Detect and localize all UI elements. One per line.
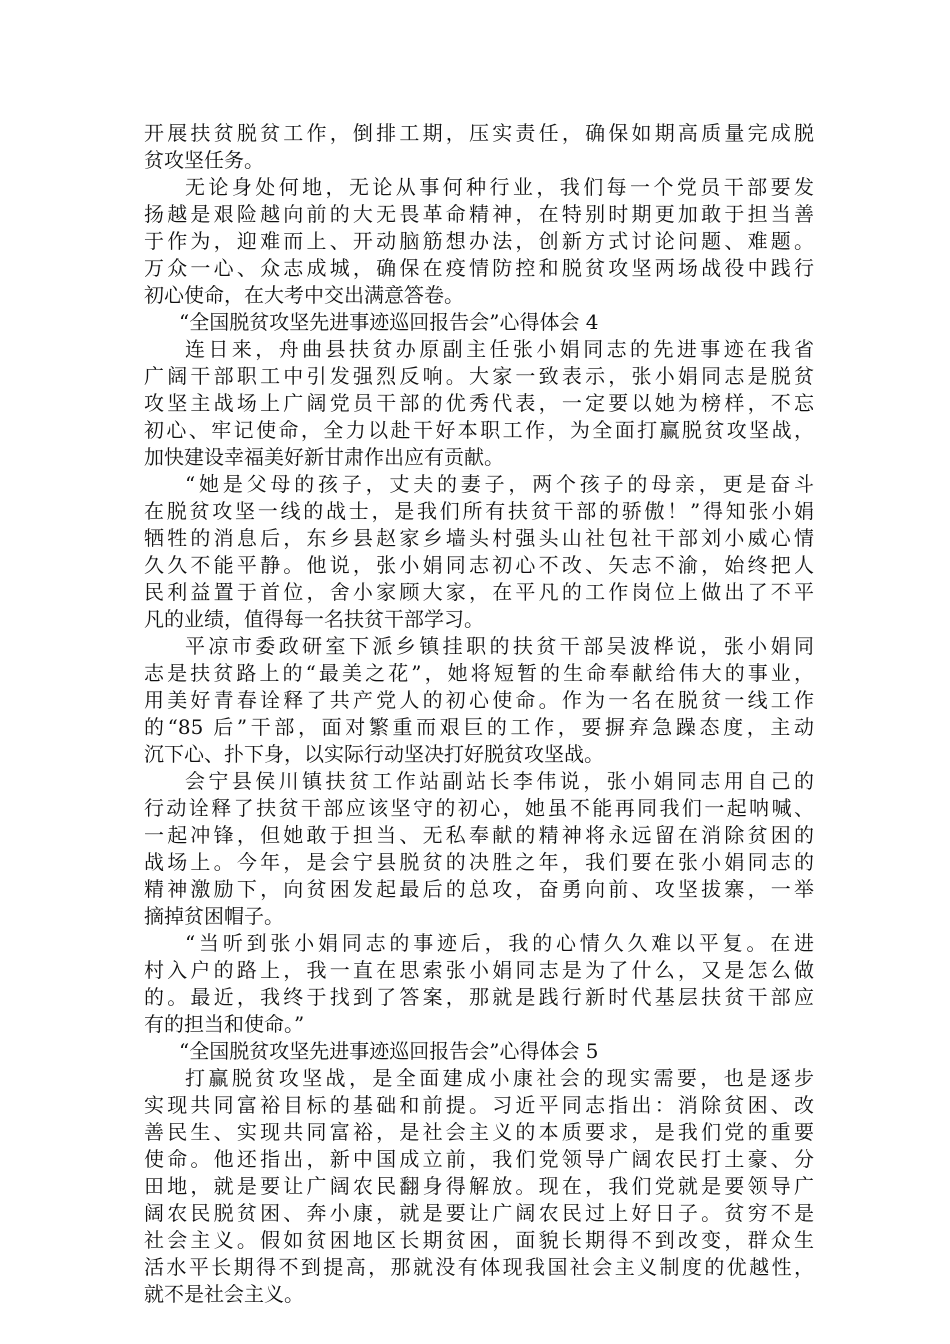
text-line: 精神激励下，向贫困发起最后的总攻，奋勇向前、攻坚拔寨，一举 bbox=[144, 877, 814, 901]
text-line: 就不是社会主义。 bbox=[144, 1282, 304, 1306]
text-line: 牺牲的消息后，东乡县赵家乡墙头村强头山社包社干部刘小威心情 bbox=[144, 526, 814, 550]
body-paragraph bbox=[144, 768, 814, 930]
text-line: 实现共同富裕目标的基础和前提。习近平同志指出：消除贫困、改 bbox=[144, 1093, 814, 1117]
section-heading bbox=[144, 309, 814, 336]
text-line: “全国脱贫攻坚先进事迹巡回报告会”心得体会 5 bbox=[179, 1039, 599, 1063]
text-line: 村入户的路上，我一直在思索张小娟同志是为了什么，又是怎么做 bbox=[144, 958, 814, 982]
text-line: 行动诠释了扶贫干部应该坚守的初心，她虽不能再同我们一起呐喊、 bbox=[144, 796, 814, 820]
text-line: 用美好青春诠释了共产党人的初心使命。作为一名在脱贫一线工作 bbox=[144, 688, 814, 712]
text-line: 开展扶贫脱贫工作，倒排工期，压实责任，确保如期高质量完成脱 bbox=[144, 121, 814, 145]
text-line: 久久不能平静。他说，张小娟同志初心不改、矢志不渝，始终把人 bbox=[144, 553, 814, 577]
text-line: 初心、牢记使命，全力以赴干好本职工作，为全面打赢脱贫攻坚战， bbox=[144, 418, 814, 442]
body-paragraph bbox=[144, 471, 814, 633]
text-line: 贫攻坚任务。 bbox=[144, 148, 264, 172]
text-line: 会宁县侯川镇扶贫工作站副站长李伟说，张小娟同志用自己的 bbox=[185, 769, 814, 793]
text-line: 一起冲锋，但她敢于担当、无私奉献的精神将永远留在消除贫困的 bbox=[144, 823, 814, 847]
text-line: “当听到张小娟同志的事迹后，我的心情久久难以平复。在进 bbox=[185, 931, 814, 955]
text-line: “全国脱贫攻坚先进事迹巡回报告会”心得体会 4 bbox=[179, 310, 599, 334]
body-paragraph bbox=[144, 120, 814, 174]
text-line: 平凉市委政研室下派乡镇挂职的扶贫干部吴波桦说，张小娟同 bbox=[185, 634, 814, 658]
text-line: 在脱贫攻坚一线的战士，是我们所有扶贫干部的骄傲！”得知张小娟 bbox=[144, 499, 814, 523]
section-heading bbox=[144, 1038, 814, 1065]
text-line: 民利益置于首位，舍小家顾大家，在平凡的工作岗位上做出了不平 bbox=[144, 580, 814, 604]
text-line: 摘掉贫困帽子。 bbox=[144, 904, 284, 928]
text-line: 有的担当和使命。” bbox=[144, 1012, 305, 1036]
text-line: 志是扶贫路上的“最美之花”，她将短暂的生命奉献给伟大的事业， bbox=[144, 661, 814, 685]
text-line: 阔农民脱贫困、奔小康，就是要让广阔农民过上好日子。贫穷不是 bbox=[144, 1201, 814, 1225]
text-line: “她是父母的孩子，丈夫的妻子，两个孩子的母亲，更是奋斗 bbox=[185, 472, 814, 496]
text-line: 沉下心、扑下身，以实际行动坚决打好脱贫攻坚战。 bbox=[144, 742, 604, 766]
text-line: 连日来，舟曲县扶贫办原副主任张小娟同志的先进事迹在我省 bbox=[185, 337, 814, 361]
body-paragraph bbox=[144, 930, 814, 1038]
text-line: 打赢脱贫攻坚战，是全面建成小康社会的现实需要，也是逐步 bbox=[185, 1066, 814, 1090]
body-paragraph bbox=[144, 174, 814, 309]
text-line: 加快建设幸福美好新甘肃作出应有贡献。 bbox=[144, 445, 504, 469]
body-paragraph bbox=[144, 336, 814, 471]
text-line: 万众一心、众志成城，确保在疫情防控和脱贫攻坚两场战役中践行 bbox=[144, 256, 814, 280]
body-paragraph bbox=[144, 1065, 814, 1308]
text-line: 初心使命，在大考中交出满意答卷。 bbox=[144, 283, 464, 307]
text-line: 于作为，迎难而上、开动脑筋想办法，创新方式讨论问题、难题。 bbox=[144, 229, 814, 253]
text-line: 善民生、实现共同富裕，是社会主义的本质要求，是我们党的重要 bbox=[144, 1120, 814, 1144]
document-page bbox=[144, 120, 814, 1308]
text-line: 战场上。今年，是会宁县脱贫的决胜之年，我们要在张小娟同志的 bbox=[144, 850, 814, 874]
text-line: 田地，就是要让广阔农民翻身得解放。现在，我们党就是要领导广 bbox=[144, 1174, 814, 1198]
text-line: 使命。他还指出，新中国成立前，我们党领导广阔农民打土豪、分 bbox=[144, 1147, 814, 1171]
text-line: 凡的业绩，值得每一名扶贫干部学习。 bbox=[144, 607, 484, 631]
text-line: 无论身处何地，无论从事何种行业，我们每一个党员干部要发 bbox=[185, 175, 814, 199]
text-line: 广阔干部职工中引发强烈反响。大家一致表示，张小娟同志是脱贫 bbox=[144, 364, 814, 388]
text-line: 活水平长期得不到提高，那就没有体现我国社会主义制度的优越性， bbox=[144, 1255, 814, 1279]
text-line: 的。最近，我终于找到了答案，那就是践行新时代基层扶贫干部应 bbox=[144, 985, 814, 1009]
text-line: 扬越是艰险越向前的大无畏革命精神，在特别时期更加敢于担当善 bbox=[144, 202, 814, 226]
text-line: 社会主义。假如贫困地区长期贫困，面貌长期得不到改变，群众生 bbox=[144, 1228, 814, 1252]
body-paragraph bbox=[144, 633, 814, 768]
text-line: 攻坚主战场上广阔党员干部的优秀代表，一定要以她为榜样，不忘 bbox=[144, 391, 814, 415]
text-line: 的“85 后”干部，面对繁重而艰巨的工作，要摒弃急躁态度，主动 bbox=[144, 715, 814, 739]
